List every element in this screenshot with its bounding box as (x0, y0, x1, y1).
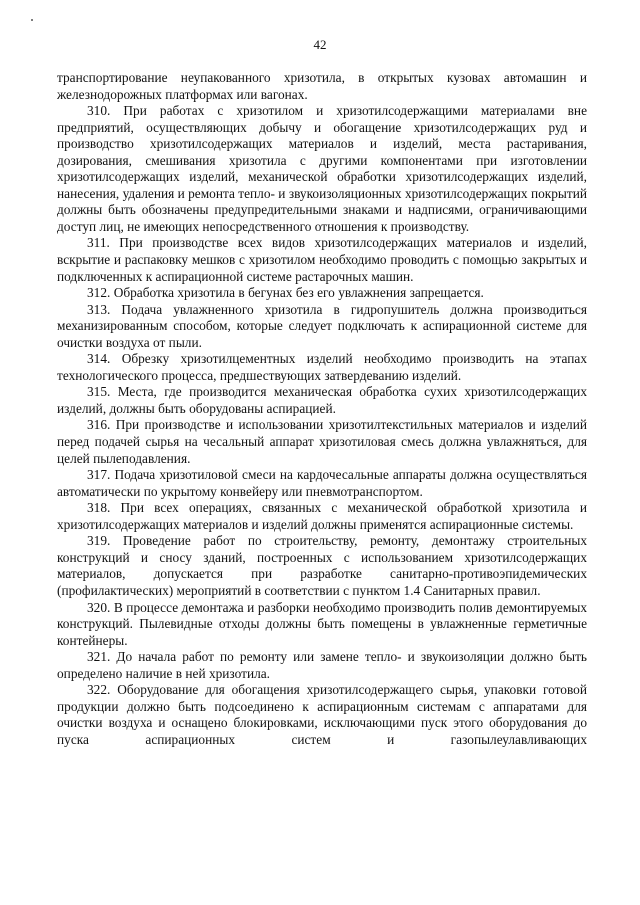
paragraph-310: 310. При работах с хризотилом и хризотилсодержащими материалами вне предприятий, осуществляющих добычу и обогащение хризотилсодержащих руд и производство хризотилсодержащих материалов и изделий, места растаривания, дозирования, смешивания хризотила с другими компонентами при изготовлении хризотилсодержащих изделий, механической обработки хризотилсодержащих изделий, нанесения, удаления и ремонта тепло- и звукоизоляционных хризотилсодержащих покрытий должны быть обозначены предупредительными знаками и надписями, ограничивающими доступ лиц, не имеющих непосредственного отношения к производству. (57, 103, 587, 234)
paragraph-317: 317. Подача хризотиловой смеси на кардочесальные аппараты должна осуществляться автоматически по укрытому конвейеру или пневмотранспортом. (57, 467, 587, 499)
paragraph-312: 312. Обработка хризотила в бегунах без его увлажнения запрещается. (87, 285, 484, 301)
paragraph-313: 313. Подача увлажненного хризотила в гидропушитель должна производиться механизированным способом, которые следует подключать к аспирационной системе для очистки воздуха от пыли. (57, 301, 587, 350)
paragraph-316: 316. При производстве и использовании хризотилтекстильных материалов и изделий перед подачей сырья на чесальный аппарат хризотиловая смесь должна увлажняться, для целей пылеподавления. (57, 417, 587, 466)
page-number: 42 (313, 37, 327, 52)
paragraph-319: 319. Проведение работ по строительству, ремонту, демонтажу строительных конструкций и сносу зданий, построенных с использованием хризотилсодержащих материалов, допускается при разработке санитарно-противоэпидемических (профилактических) мероприятий в соответствии с пунктом 1.4 Санитарных правил. (57, 533, 587, 598)
paragraph-311: 311. При производстве всех видов хризотилсодержащих материалов и изделий, вскрытие и распаковку мешков с хризотилом необходимо проводить с помощью закрытых и подключенных к аспирационной системе растарочных машин. (57, 235, 587, 284)
paragraph-continuation: транспортирование неупакованного хризотила, в открытых кузовах автомашин и железнодорожных платформах или вагонах. (57, 70, 587, 102)
paragraph-314: 314. Обрезку хризотилцементных изделий необходимо производить на этапах технологического процесса, предшествующих затвердеванию изделий. (57, 351, 587, 383)
paragraph-320: 320. В процессе демонтажа и разборки необходимо производить полив демонтируемых конструкций. Пылевидные отходы должны быть помещены в увлажненные герметичные контейнеры. (57, 599, 587, 648)
scan-speck (31, 19, 33, 21)
paragraph-321: 321. До начала работ по ремонту или замене тепло- и звукоизоляции должно быть определено наличие в ней хризотила. (57, 649, 587, 681)
paragraph-322: 322. Оборудование для обогащения хризотилсодержащего сырья, упаковки готовой продукции должно быть подсоединено к аспирационным системам с аппаратами для очистки воздуха и оснащено блокировками, исключающими пуск этого оборудования до пуска аспирационных систем и газопылеулавливающих (57, 682, 587, 747)
paragraph-315: 315. Места, где производится механическая обработка сухих хризотилсодержащих изделий, должны быть оборудованы аспирацией. (57, 384, 587, 416)
paragraph-318: 318. При всех операциях, связанных с механической обработкой хризотила и хризотилсодержащих материалов и изделий должны применятся аспирационные системы. (57, 500, 587, 532)
document-body (57, 70, 587, 748)
